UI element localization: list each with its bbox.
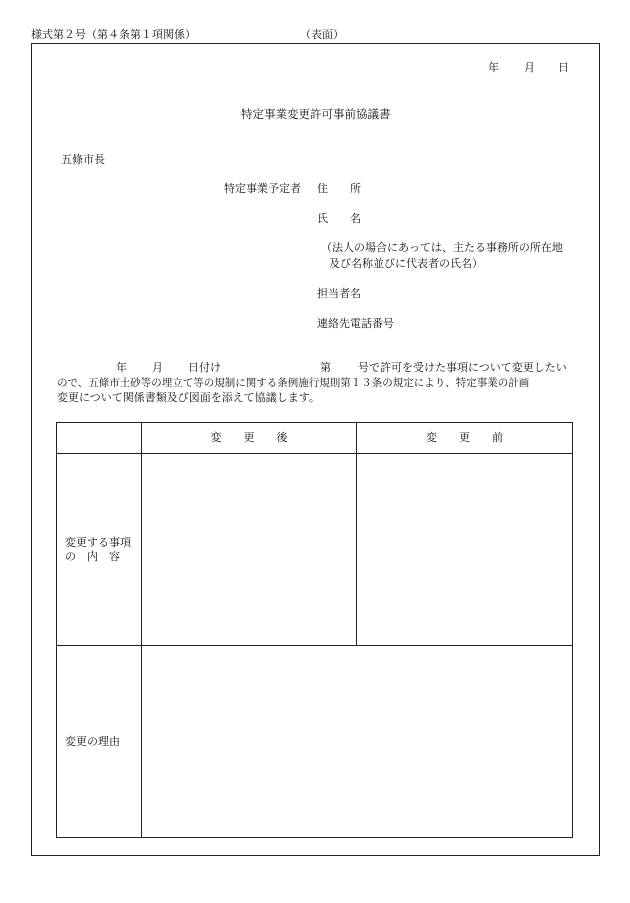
table-row-reason	[57, 646, 573, 838]
row-details-label-line2: の 内 容	[65, 549, 120, 563]
body-line1-rest: 号で許可を受けた事項について変更したい	[358, 361, 567, 374]
row-details-label	[57, 454, 142, 646]
body-line2: ので、五條市土砂等の埋立て等の規制に関する条例施行規則第１３条の規定により、特定事業の計画	[57, 377, 530, 389]
corporate-note-line2: 及び名称並びに代表者の氏名）	[329, 257, 483, 270]
date-year-label: 年	[488, 61, 499, 74]
address-label: 住 所	[317, 182, 361, 195]
document-title: 特定事業変更許可事前協議書	[241, 107, 391, 121]
form-number: 様式第２号（第４条第１項関係）	[31, 28, 196, 41]
table-row-details	[57, 454, 573, 646]
phone-label: 連絡先電話番号	[317, 317, 394, 330]
corporate-note-line1: （法人の場合にあっては、主たる事務所の所在地	[321, 241, 563, 254]
reason-cell[interactable]	[142, 646, 573, 838]
body-month-label: 月	[152, 361, 163, 374]
details-after-cell[interactable]	[142, 454, 357, 646]
name-label: 氏 名	[317, 212, 361, 225]
applicant-label: 特定事業予定者	[224, 182, 301, 195]
side-label: （表面）	[300, 28, 344, 41]
row-details-label-line1: 変更する事項	[65, 535, 131, 549]
header-after: 変 更 後	[142, 423, 357, 454]
details-before-cell[interactable]	[357, 454, 573, 646]
body-number-prefix: 第	[320, 361, 331, 374]
body-line3: 変更について関係書類及び図面を添えて協議します。	[57, 391, 320, 404]
change-table	[56, 422, 573, 838]
body-date-suffix: 日付け	[188, 361, 221, 374]
body-year-label: 年	[116, 361, 127, 374]
row-reason-label: 変更の理由	[57, 646, 142, 838]
contact-person-label: 担当者名	[317, 287, 361, 300]
date-month-label: 月	[524, 61, 535, 74]
header-before: 変 更 前	[357, 423, 573, 454]
table-header-row	[57, 423, 573, 454]
addressee: 五條市長	[61, 153, 105, 166]
header-empty-cell	[57, 423, 142, 454]
date-day-label: 日	[558, 61, 569, 74]
